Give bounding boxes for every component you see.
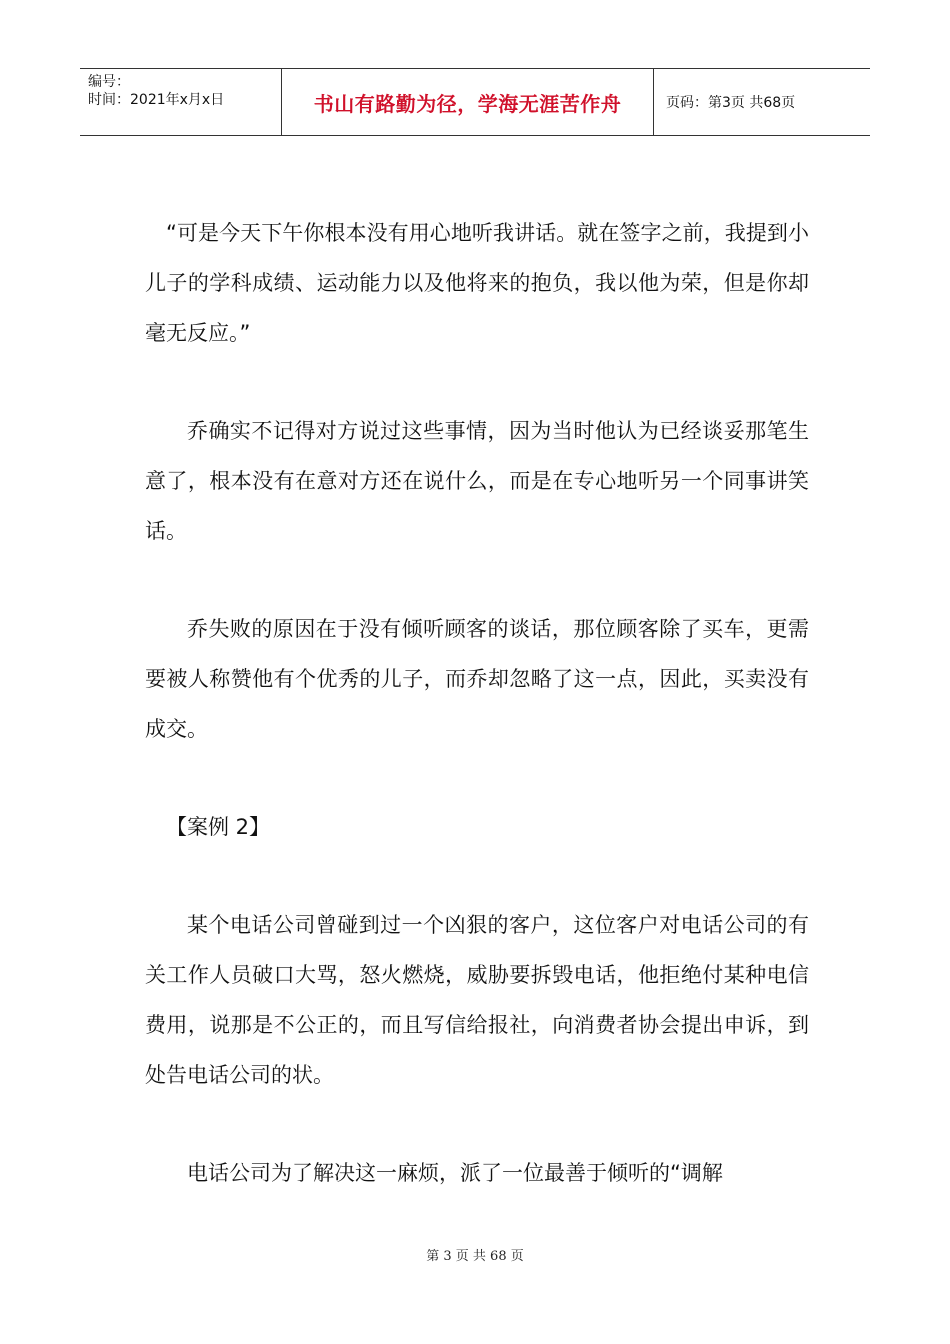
header-motto-cell <box>282 69 654 135</box>
case-heading: 【案例 2】 <box>166 815 271 839</box>
header-page-cell <box>654 69 870 135</box>
motto-text: 书山有路勤为径，学海无涯苦作舟 <box>313 91 622 116</box>
number-label: 编号： <box>88 74 130 90</box>
paragraph: 电话公司为了解决这一麻烦，派了一位最善于倾听的“调解 <box>187 1161 723 1185</box>
paragraph: 某个电话公司曾碰到过一个凶狠的客户，这位客户对电话公司的有关工作人员破口大骂，怒火燃烧，威胁要拆毁电话，他拒绝付某种电信费用，说那是不公正的，而且写信给报社，向消费者协会提出申诉，到处告电话公司的状。 <box>145 913 809 1087</box>
paragraph: 乔失败的原因在于没有倾听顾客的谈话，那位顾客除了买车，更需要被人称赞他有个优秀的儿子，而乔却忽略了这一点，因此，买卖没有成交。 <box>145 617 809 741</box>
document-body <box>145 208 809 1246</box>
header-meta-cell <box>80 69 282 135</box>
paragraph-quote: “可是今天下午你根本没有用心地听我讲话。就在签字之前，我提到小儿子的学科成绩、运动能力以及他将来的抱负，我以他为荣，但是你却毫无反应。” <box>145 221 809 345</box>
paragraph: 乔确实不记得对方说过这些事情，因为当时他认为已经谈妥那笔生意了，根本没有在意对方还在说什么，而是在专心地听另一个同事讲笑话。 <box>145 419 809 543</box>
page-footer: 第 3 页 共 68 页 <box>426 1249 524 1264</box>
page-info: 页码：第3页 共68页 <box>666 95 796 111</box>
time-label: 时间：2021年x月x日 <box>88 92 225 108</box>
document-header <box>80 68 870 136</box>
